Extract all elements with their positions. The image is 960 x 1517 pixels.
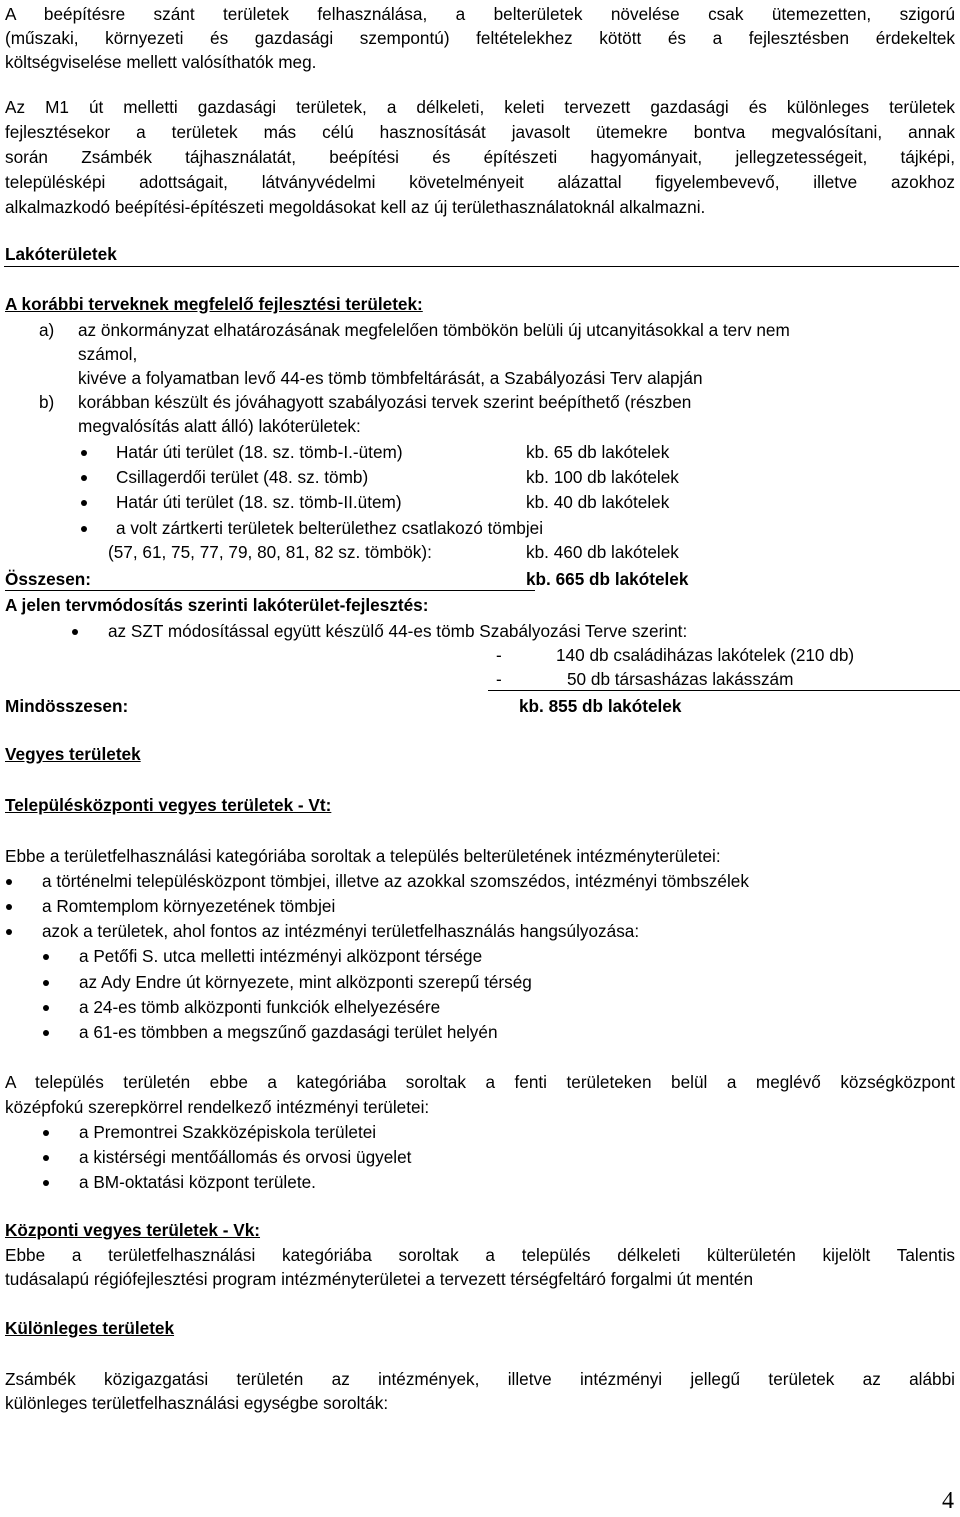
lakotelek-item-count: kb. 65 db lakótelek — [526, 442, 670, 462]
section-heading-vegyes: Vegyes területek — [5, 744, 141, 764]
paragraph-line: Ebbe a területfelhasználási kategóriába soroltak a település belterületének intézményterületei: — [5, 846, 721, 866]
list-subitem: a 61-es tömbben a megszűnő gazdasági terület helyén — [79, 1022, 498, 1042]
section-heading-kulon: Különleges területek — [5, 1318, 175, 1338]
total-label: Összesen: — [5, 569, 91, 589]
heading-rule — [4, 266, 959, 267]
dash-rule — [488, 690, 960, 691]
paragraph-line: településképi adottságait, látványvédelmi követelményeit alázattal figyelembevevő, illetve azokhoz — [5, 172, 955, 192]
paragraph-line: Zsámbék közigazgatási területén az intézmények, illetve intézményi jellegű területek az alábbi — [5, 1369, 955, 1389]
paragraph-line: során Zsámbék tájhasználatát, beépítési és építészeti hagyományait, jellegzetességeit, tájképi, — [5, 147, 955, 167]
paragraph-line: különleges területfelhasználási egységbe sorolták: — [5, 1393, 389, 1413]
list-item: a Romtemplom környezetének tömbjei — [42, 896, 336, 916]
dash: - — [496, 669, 502, 689]
paragraph-line: Ebbe a területfelhasználási kategóriába soroltak a település délkeleti külterületén kijelölt Talentis — [5, 1245, 955, 1265]
subheading-korabbi: A korábbi terveknek megfelelő fejlesztési területek: — [5, 294, 423, 314]
list-a-line: számol, — [78, 344, 138, 364]
list-item: azok a területek, ahol fontos az intézményi területfelhasználás hangsúlyozása: — [42, 921, 640, 941]
list-subitem: a 24-es tömb alközponti funkciók elhelyezésére — [79, 997, 441, 1017]
total-rule — [5, 590, 535, 591]
lakotelek-item-name: (57, 61, 75, 77, 79, 80, 81, 82 sz. tömbök): — [108, 542, 432, 562]
list-label-a: a) — [39, 320, 55, 340]
list-item: a kistérségi mentőállomás és orvosi ügyelet — [79, 1147, 412, 1167]
paragraph-line: alkalmazkodó beépítési-építészeti megoldásokat kell az új területhasználatoknál alkalmazni. — [5, 197, 706, 217]
list-a-line: kivéve a folyamatban levő 44-es tömb tömbfeltárását, a Szabályozási Terv alapján — [78, 368, 703, 388]
dash-item: 50 db társasházas lakásszám — [567, 669, 794, 689]
subheading-vt: Településközponti vegyes területek - Vt: — [5, 795, 332, 815]
total-value: kb. 665 db lakótelek — [526, 569, 689, 589]
list-item: a BM-oktatási központ területe. — [79, 1172, 316, 1192]
grand-total-value: kb. 855 db lakótelek — [519, 696, 682, 716]
dash: - — [496, 645, 502, 665]
lakotelek-item-count: kb. 100 db lakótelek — [526, 467, 679, 487]
lakotelek-item-name: Csillagerdői terület (48. sz. tömb) — [116, 467, 369, 487]
lakotelek-item-count: kb. 40 db lakótelek — [526, 492, 670, 512]
list-subitem: a Petőfi S. utca melletti intézményi alközpont térsége — [79, 946, 483, 966]
list-subitem: az Ady Endre út környezete, mint alközponti szerepű térség — [79, 972, 532, 992]
lakotelek-item-name: a volt zártkerti területek belterülethez csatlakozó tömbjei — [116, 518, 544, 538]
list-b-line: megvalósítás alatt álló) lakóterületek: — [78, 416, 361, 436]
dash-item: 140 db családiházas lakótelek (210 db) — [556, 645, 855, 665]
paragraph-line: (műszaki, környezeti és gazdasági szempontú) feltételekhez kötött és a fejlesztésben érdekeltek — [5, 28, 955, 48]
paragraph-line: középfokú szerepkörrel rendelkező intézményi területei: — [5, 1097, 430, 1117]
lakotelek-item-name: Határ úti terület (18. sz. tömb-I.-ütem) — [116, 442, 403, 462]
list-b-line: korábban készült és jóváhagyott szabályozási tervek szerint beépíthető (részben — [78, 392, 692, 412]
paragraph-line: fejlesztésekor a területek más célú hasznosítását javasolt ütemekre bontva megvalósítani, annak — [5, 122, 955, 142]
subheading-jelen: A jelen tervmódosítás szerinti lakóterület-fejlesztés: — [5, 595, 429, 615]
subheading-vk: Központi vegyes területek - Vk: — [5, 1220, 261, 1240]
section-heading-lako: Lakóterületek — [5, 244, 117, 264]
list-item: a történelmi településközpont tömbjei, illetve az azokkal szomszédos, intézményi tömbszélek — [42, 871, 749, 891]
paragraph-line: A település területén ebbe a kategóriába soroltak a fenti területeken belül a meglévő községközpont — [5, 1072, 955, 1092]
paragraph-line: tudásalapú régiófejlesztési program intézményterületei a tervezett térségfeltáró forgalmi út mentén — [5, 1269, 754, 1289]
page-number: 4 — [942, 1488, 954, 1514]
lakotelek-item-name: Határ úti terület (18. sz. tömb-II.ütem) — [116, 492, 402, 512]
list-item: a Premontrei Szakközépiskola területei — [79, 1122, 377, 1142]
szt-line: az SZT módosítással együtt készülő 44-es tömb Szabályozási Terve szerint: — [108, 621, 688, 641]
paragraph-line: Az M1 út melletti gazdasági területek, a délkeleti, keleti tervezett gazdasági és különleges területek — [5, 97, 955, 117]
list-label-b: b) — [39, 392, 55, 412]
list-a-line: az önkormányzat elhatározásának megfelelően tömbökön belüli új utcanyitásokkal a terv nem — [78, 320, 790, 340]
paragraph-line: A beépítésre szánt területek felhasználása, a belterületek növelése csak ütemezetten, szigorú — [5, 4, 955, 24]
paragraph-line: költségviselése mellett valósíthatók meg. — [5, 52, 317, 72]
grand-total-label: Mindösszesen: — [5, 696, 129, 716]
lakotelek-item-count: kb. 460 db lakótelek — [526, 542, 679, 562]
